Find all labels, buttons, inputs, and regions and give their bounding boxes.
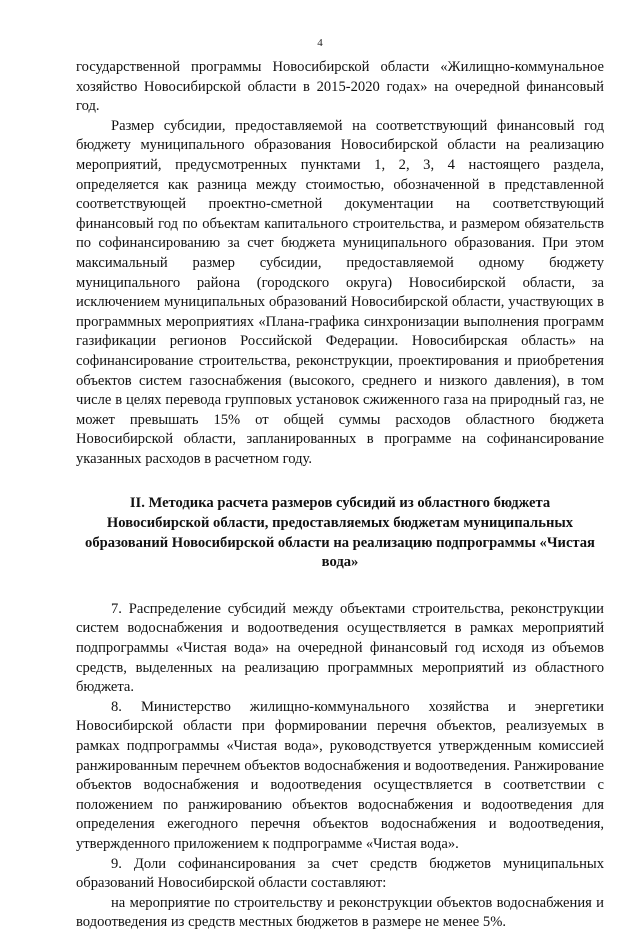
paragraph-7: 7. Распределение субсидий между объектами строительства, реконструкции систем водоснабжения и водоотведения осуществляется в рамках мероприятий подпрограммы «Чистая вода» на очередной финансовый год исходя из объемов средств, выделенных на реализацию программных мероприятий из областного бюджета.	[76, 600, 604, 696]
page-number: 4	[317, 37, 323, 49]
section-heading: II. Методика расчета размеров субсидий из областного бюджета Новосибирской области, предоставляемых бюджетам муниципальных образований Новосибирской области на реализацию подпрограммы «Чистая вода»	[85, 495, 595, 571]
paragraph-9: 9. Доли софинансирования за счет средств бюджетов муниципальных образований Новосибирской области составляют:	[76, 855, 604, 892]
subsidy-size-paragraph: Размер субсидии, предоставляемой на соответствующий финансовый год бюджету муниципального образования Новосибирской области на реализацию мероприятий, предусмотренных пунктами 1, 2, 3, 4 настоящего раздела, определяется как разница между стоимостью, обозначенной в представленной соответствующей проектно-сметной документации на соответствующий финансовый год по объектам капитального строительства, и размером обязательств по софинансированию за счет бюджета муниципального образования. При этом максимальный размер субсидии, предоставляемой одному бюджету муниципального района (городского округа) Новосибирской области, за исключением муниципальных образований Новосибирской области, участвующих в программных мероприятиях «Плана-графика синхронизации выполнения программ газификации регионов Российской Федерации. Новосибирская область» на софинансирование строительства, реконструкции, проектирования и приобретения объектов систем газоснабжения (высокого, среднего и низкого давления), в том числе в целях перевода групповых установок сжиженного газа на природный газ, не может превышать 15% от общей суммы расходов областного бюджета Новосибирской области, запланированных в программе на софинансирование указанных расходов в расчетном году.	[76, 117, 604, 467]
document-body	[76, 58, 604, 933]
paragraph-9-item: на мероприятие по строительству и реконструкции объектов водоснабжения и водоотведения из средств местных бюджетов в размере не менее 5%.	[76, 894, 604, 931]
paragraph-8: 8. Министерство жилищно-коммунального хозяйства и энергетики Новосибирской области при формировании перечня объектов, реализуемых в рамках подпрограммы «Чистая вода», руководствуется утвержденным комиссией ранжированным перечнем объектов водоснабжения и водоотведения. Ранжирование объектов водоснабжения и водоотведения осуществляется в соответствии с положением по ранжированию объектов водоснабжения и водоотведения для определения ежегодного перечня объектов водоснабжения и водоотведения, утвержденного приложением к подпрограмме «Чистая вода».	[76, 698, 604, 852]
intro-paragraph-continuation: государственной программы Новосибирской области «Жилищно-коммунальное хозяйство Новосибирской области в 2015-2020 годах» на очередной финансовый год.	[76, 59, 604, 115]
